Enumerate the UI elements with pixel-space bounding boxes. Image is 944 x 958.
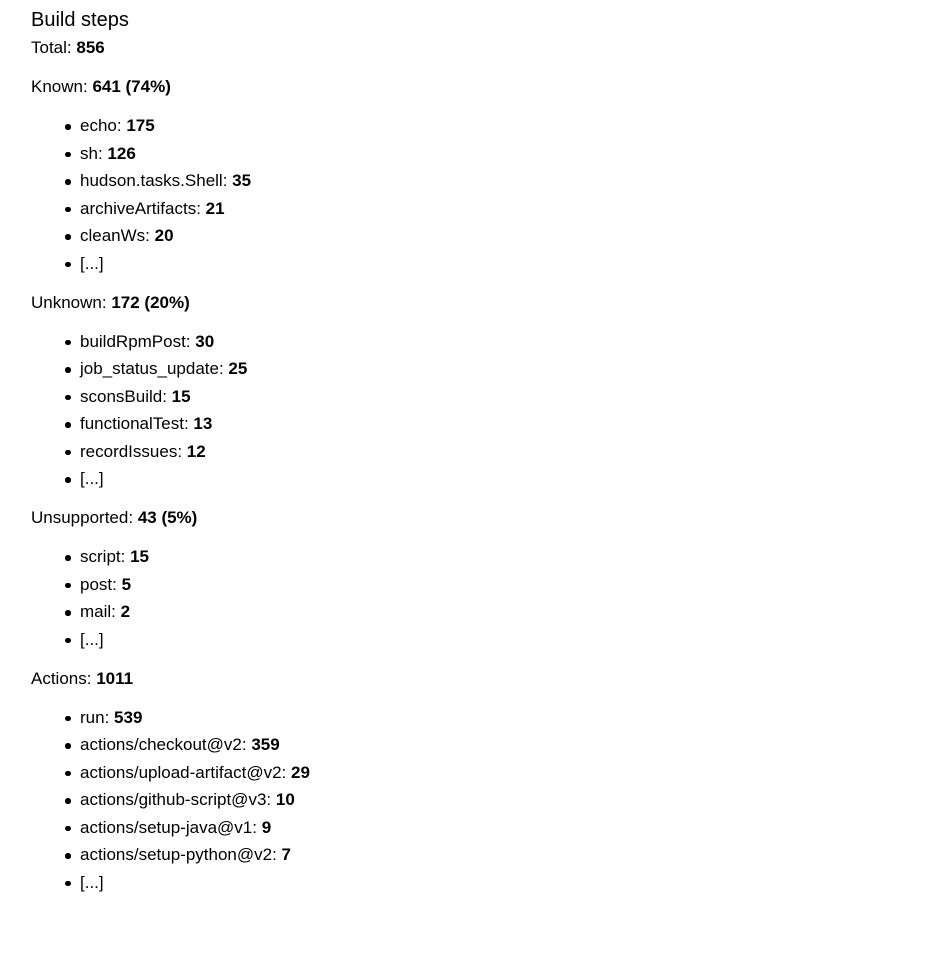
list-item xyxy=(31,116,944,136)
bullet-icon xyxy=(65,422,71,428)
list-item xyxy=(31,226,944,246)
step-count: 12 xyxy=(186,441,206,461)
step-name: sconsBuild: xyxy=(80,386,167,406)
list-item xyxy=(31,199,944,219)
section-unknown xyxy=(31,293,944,490)
known-steps-list xyxy=(31,116,944,274)
bullet-icon xyxy=(65,395,71,401)
step-count: 175 xyxy=(126,116,155,135)
list-item xyxy=(31,845,944,865)
bullet-icon xyxy=(65,262,71,268)
step-name: run: xyxy=(80,707,110,727)
bullet-icon xyxy=(65,771,71,777)
more-ellipsis: [...] xyxy=(80,253,104,273)
section-header xyxy=(31,669,944,689)
list-item xyxy=(31,359,944,379)
step-count: 13 xyxy=(193,414,213,433)
actions-list xyxy=(31,708,944,893)
bullet-icon xyxy=(65,179,71,185)
step-name: hudson.tasks.Shell: xyxy=(80,171,228,190)
bullet-icon xyxy=(65,477,71,483)
step-name: echo: xyxy=(80,116,122,135)
section-value: 1011 xyxy=(96,668,134,688)
step-name: actions/setup-python@v2: xyxy=(80,845,277,864)
section-label: Unsupported: xyxy=(31,508,134,527)
bullet-icon xyxy=(65,555,71,561)
bullet-icon xyxy=(65,610,71,616)
unknown-steps-list xyxy=(31,332,944,490)
bullet-icon xyxy=(65,367,71,373)
list-item-more xyxy=(31,254,944,274)
step-name: buildRpmPost: xyxy=(80,331,191,351)
step-name: actions/upload-artifact@v2: xyxy=(80,762,287,782)
step-count: 15 xyxy=(130,547,149,566)
total-value: 856 xyxy=(76,38,105,57)
list-item xyxy=(31,144,944,164)
bullet-icon xyxy=(65,716,71,722)
step-count: 539 xyxy=(114,707,143,727)
step-name: mail: xyxy=(80,602,116,621)
more-ellipsis: [...] xyxy=(80,872,104,892)
list-item xyxy=(31,414,944,434)
more-ellipsis: [...] xyxy=(80,469,104,488)
bullet-icon xyxy=(65,826,71,832)
bullet-icon xyxy=(65,124,71,130)
bullet-icon xyxy=(65,853,71,859)
section-header xyxy=(31,508,944,528)
list-item-more xyxy=(31,469,944,489)
step-name: sh: xyxy=(80,143,103,163)
step-count: 15 xyxy=(171,386,191,406)
step-name: functionalTest: xyxy=(80,414,189,433)
step-count: 10 xyxy=(275,790,295,809)
bullet-icon xyxy=(65,340,71,346)
step-name: cleanWs: xyxy=(80,226,150,245)
section-label: Unknown: xyxy=(31,292,107,312)
bullet-icon xyxy=(65,207,71,213)
bullet-icon xyxy=(65,881,71,887)
list-item-more xyxy=(31,630,944,650)
list-item xyxy=(31,763,944,783)
step-name: actions/checkout@v2: xyxy=(80,735,247,754)
list-item xyxy=(31,332,944,352)
list-item xyxy=(31,790,944,810)
list-item xyxy=(31,708,944,728)
list-item xyxy=(31,547,944,567)
step-count: 29 xyxy=(290,762,310,782)
step-count: 7 xyxy=(281,845,292,864)
section-header xyxy=(31,293,944,313)
bullet-icon xyxy=(65,152,71,158)
step-count: 30 xyxy=(195,331,215,351)
list-item xyxy=(31,387,944,407)
step-count: 126 xyxy=(107,143,136,163)
step-count: 359 xyxy=(251,735,280,754)
step-name: script: xyxy=(80,547,126,566)
list-item-more xyxy=(31,873,944,893)
list-item xyxy=(31,602,944,622)
step-name: actions/setup-java@v1: xyxy=(80,817,257,837)
list-item xyxy=(31,818,944,838)
list-item xyxy=(31,171,944,191)
bullet-icon xyxy=(65,798,71,804)
step-name: post: xyxy=(80,574,117,594)
step-count: 20 xyxy=(154,226,174,245)
section-value: 43 (5%) xyxy=(137,508,198,527)
step-count: 35 xyxy=(232,171,252,190)
step-name: job_status_update: xyxy=(80,359,224,378)
page-title: Build steps xyxy=(31,9,129,31)
step-name: recordIssues: xyxy=(80,441,183,461)
step-count: 25 xyxy=(228,359,248,378)
bullet-icon xyxy=(65,450,71,456)
total-line xyxy=(31,38,944,58)
section-label: Actions: xyxy=(31,668,92,688)
step-name: archiveArtifacts: xyxy=(80,198,201,218)
section-unsupported xyxy=(31,508,944,650)
step-count: 5 xyxy=(121,574,132,594)
bullet-icon xyxy=(65,743,71,749)
bullet-icon xyxy=(65,234,71,240)
unsupported-steps-list xyxy=(31,547,944,650)
total-label: Total: xyxy=(31,38,72,57)
section-label: Known: xyxy=(31,77,88,96)
spacer xyxy=(31,58,944,77)
step-count: 2 xyxy=(120,602,131,621)
more-ellipsis: [...] xyxy=(80,629,104,649)
section-value: 172 (20%) xyxy=(111,292,190,312)
section-value: 641 (74%) xyxy=(92,77,171,96)
bullet-icon xyxy=(65,638,71,644)
step-count: 21 xyxy=(205,198,225,218)
step-name: actions/github-script@v3: xyxy=(80,790,272,809)
step-count: 9 xyxy=(261,817,272,837)
list-item xyxy=(31,735,944,755)
list-item xyxy=(31,575,944,595)
section-actions xyxy=(31,669,944,893)
list-item xyxy=(31,442,944,462)
section-header xyxy=(31,77,944,97)
bullet-icon xyxy=(65,583,71,589)
section-known xyxy=(31,77,944,274)
